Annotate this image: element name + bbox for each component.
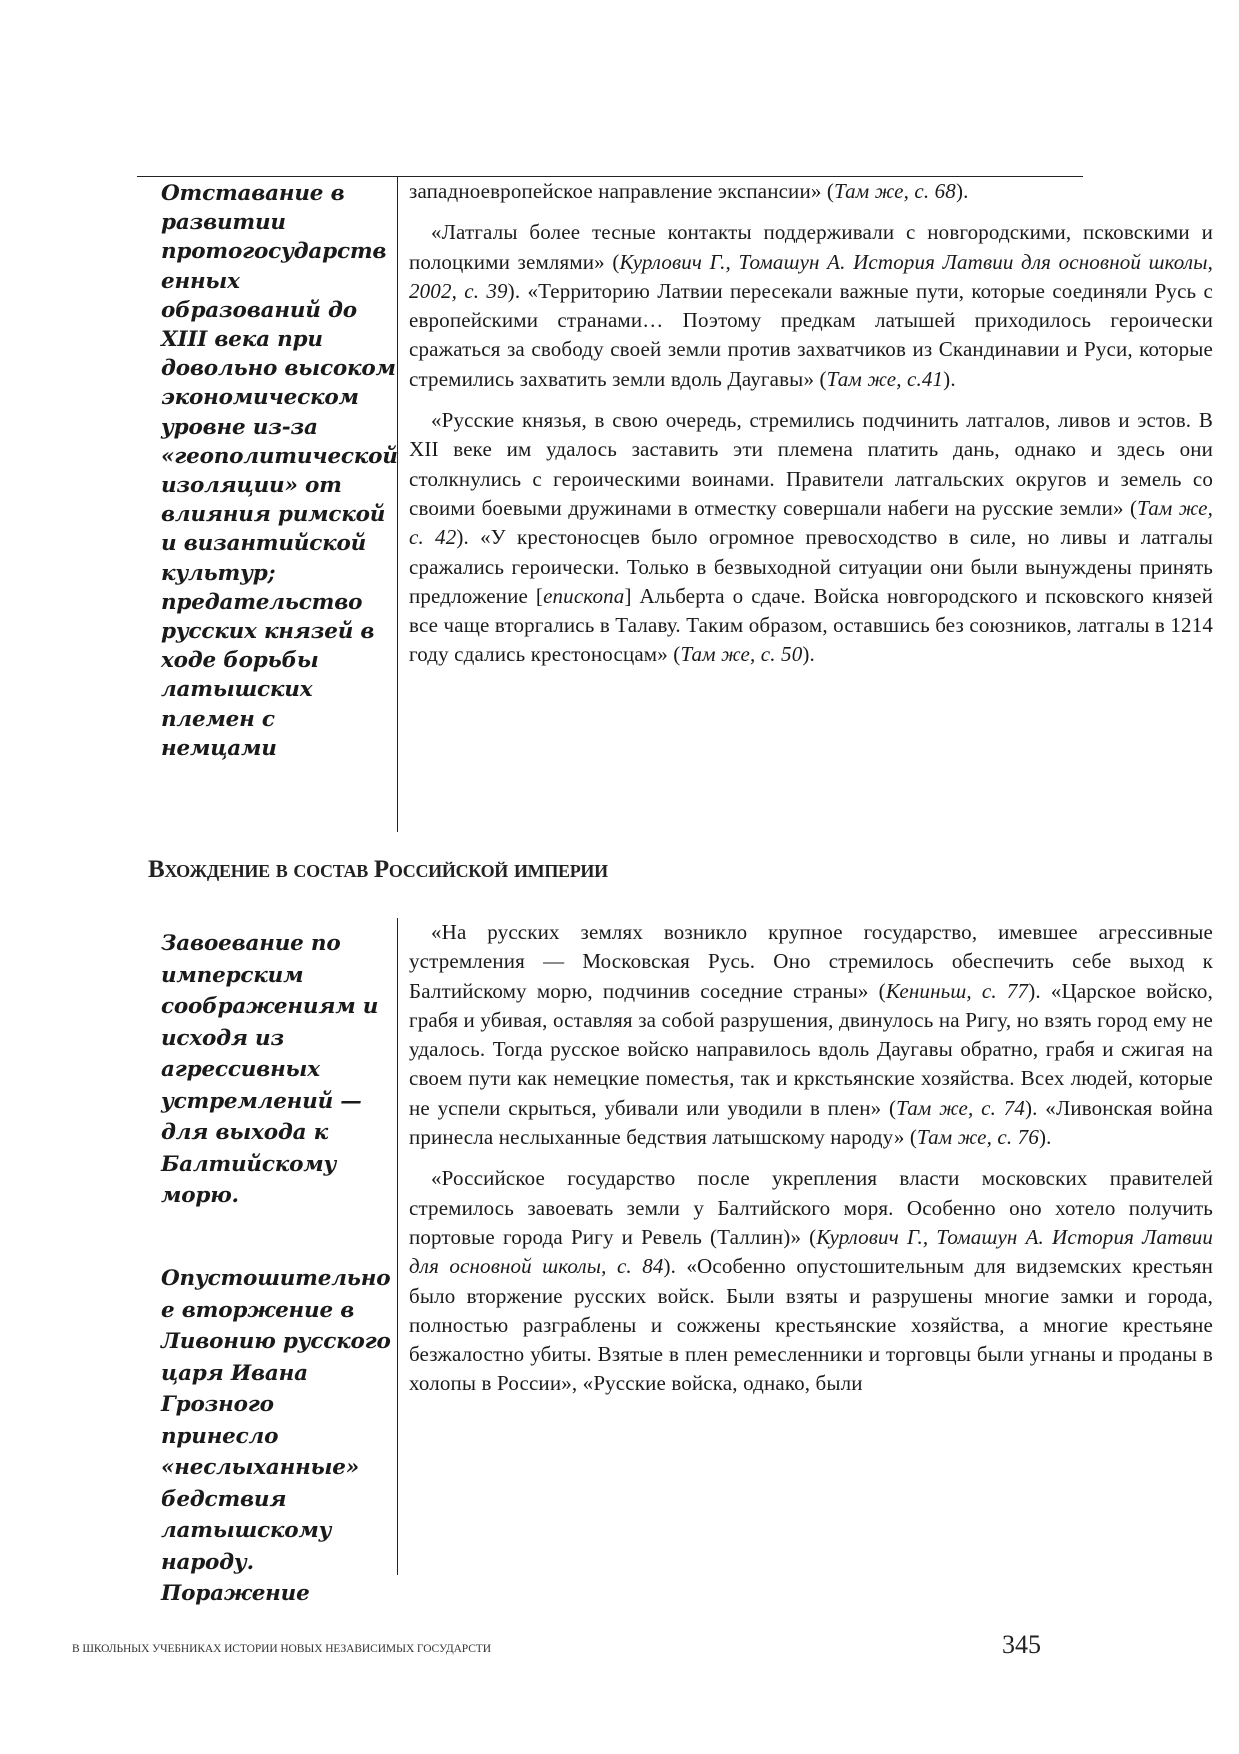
section-heading: Вхождение в состав Российской империи bbox=[148, 856, 608, 883]
quote-paragraph bbox=[409, 177, 1213, 206]
quote-text: ). «Особенно опустошительным для видземских крестьян было вторжение русских войск. Были взяты и разрушены многие замки и города, полностью разграблены и сожжены крестьянские хозяйства, а многие крестьяне безжалостно убиты. Взятые в плен ремесленники и торговцы были угнаны и проданы в холопы в России», «Русские войска, однако, были bbox=[409, 1254, 1213, 1396]
quote-text: ). bbox=[802, 642, 815, 667]
citation: Курлович Г., Томашун А. История Латвии для основной школы, с. 84 bbox=[409, 1224, 1213, 1279]
citation: Там же, с. 74 bbox=[896, 1095, 1026, 1120]
citation: Там же, с.41 bbox=[826, 366, 944, 391]
gloss-summary: Опустошительно е вторжение в Ливонию русского царя Ивана Грозного принесло «неслыханные» бедствия латышскому народу. Поражение bbox=[161, 1266, 391, 1606]
citation: Курлович Г., Томашун А. История Латвии для основной школы, 2002, с. 39 bbox=[409, 249, 1213, 303]
gloss-summary: Отставание в развитии протогосударств енных образований до XIII века при довольно высоком экономическом уровне из-за «геополитической изоляции» от влияния римской и византийской культур; предательство русских князей в ходе борьбы латышских племен с немцами bbox=[161, 181, 398, 761]
quote-column bbox=[409, 177, 1213, 832]
quote-text: «Российское государство после укрепления власти московских правителей стремилось завоевать земли у Балтийского моря. Особенно оно хотело получить портовые города Ригу и Ревель (Таллин)» ( bbox=[409, 1166, 1213, 1249]
gloss-summary: Завоевание по имперским соображениям и исходя из агрессивных устремлений — для выхода к Балтийскому морю. bbox=[161, 931, 379, 1208]
comparison-table-1 bbox=[137, 176, 1213, 832]
citation: Кениньш, с. 77 bbox=[885, 978, 1029, 1003]
citation: Там же, с. 68 bbox=[834, 179, 956, 203]
citation: Там же, с. 42 bbox=[409, 495, 1213, 550]
quote-text: ). bbox=[1038, 1125, 1052, 1150]
column-divider bbox=[397, 177, 398, 832]
quote-text: западноевропейское направление экспансии» ( bbox=[409, 179, 835, 203]
quote-text: ). «Ливонская война принесла неслыханные бедствия латышскому народу» ( bbox=[409, 1095, 1214, 1150]
quote-text: ). bbox=[955, 179, 969, 203]
quote-text: ] Альберта о сдаче. Войска новгородского и псковского князей все чаще вторгались в Талаву. Таким образом, оставшись без союзников, латгалы в 1214 году сдались крестоносцам» ( bbox=[409, 583, 1213, 667]
quote-text: ). bbox=[943, 366, 956, 391]
quote-paragraph bbox=[409, 918, 1213, 1152]
page-number: 345 bbox=[1002, 1630, 1041, 1659]
quote-text: «Латгалы более тесные контакты поддерживали с новгородскими, псковскими и полоцкими землями» ( bbox=[409, 220, 1213, 274]
quote-column bbox=[409, 918, 1213, 1575]
comparison-table-2 bbox=[137, 918, 1214, 1606]
quote-paragraph bbox=[409, 218, 1213, 394]
quote-text: «На русских землях возникло крупное государство, имевшее агрессивные устремления — Московская Русь. Оно стремилось обеспечить себе выход к Балтийскому морю, подчинив соседние страны» ( bbox=[409, 920, 1213, 1003]
quote-text: ). «У крестоносцев было огромное превосходство в силе, но ливы и латгалы сражались героически. Только в безвыходной ситуации они были вынуждены принять предложение [ bbox=[409, 525, 1213, 608]
column-divider bbox=[397, 918, 398, 1575]
quote-text: ). «Царское войско, грабя и убивая, оставляя за собой разрушения, двинулось на Ригу, но взять город ему не удалось. Тогда русское войско направилось вдоль Даугавы обратно, грабя и сжигая на своем пути как немецкие поместья, так и кркстьянские хозяйства. Всех людей, которые не успели скрыться, убивали или уводили в плен» ( bbox=[409, 978, 1213, 1120]
quote-paragraph bbox=[409, 1164, 1213, 1398]
quote-text: «Русские князья, в свою очередь, стремились подчинить латгалов, ливов и эстов. В XII веке им удалось заставить эти племена платить дань, однако и здесь они столкнулись с героическими воинами. Правители латгальских округов и земель со своими боевыми дружинами в отместку совершали набеги на русские земли» ( bbox=[409, 408, 1213, 520]
citation: Там же, с. 50 bbox=[680, 642, 803, 667]
gloss-column bbox=[137, 177, 397, 832]
editorial-insert: епископа bbox=[543, 583, 625, 608]
quote-text: ). «Территорию Латвии пересекали важные пути, которые соединяли Русь с европейскими странами… Поэтому предкам латышей приходилось героически сражаться за свободу своей земли против захватчиков из Скандинавии и Руси, которые стремились захватить земли вдоль Даугавы» ( bbox=[409, 278, 1213, 391]
running-footer-title: В ШКОЛЬНЫХ УЧЕБНИКАХ ИСТОРИИ НОВЫХ НЕЗАВИСИМЫХ ГОСУДАРСТИ bbox=[72, 1643, 491, 1655]
citation: Там же, с. 76 bbox=[917, 1125, 1039, 1150]
quote-paragraph bbox=[409, 406, 1213, 670]
gloss-column bbox=[137, 918, 397, 1606]
